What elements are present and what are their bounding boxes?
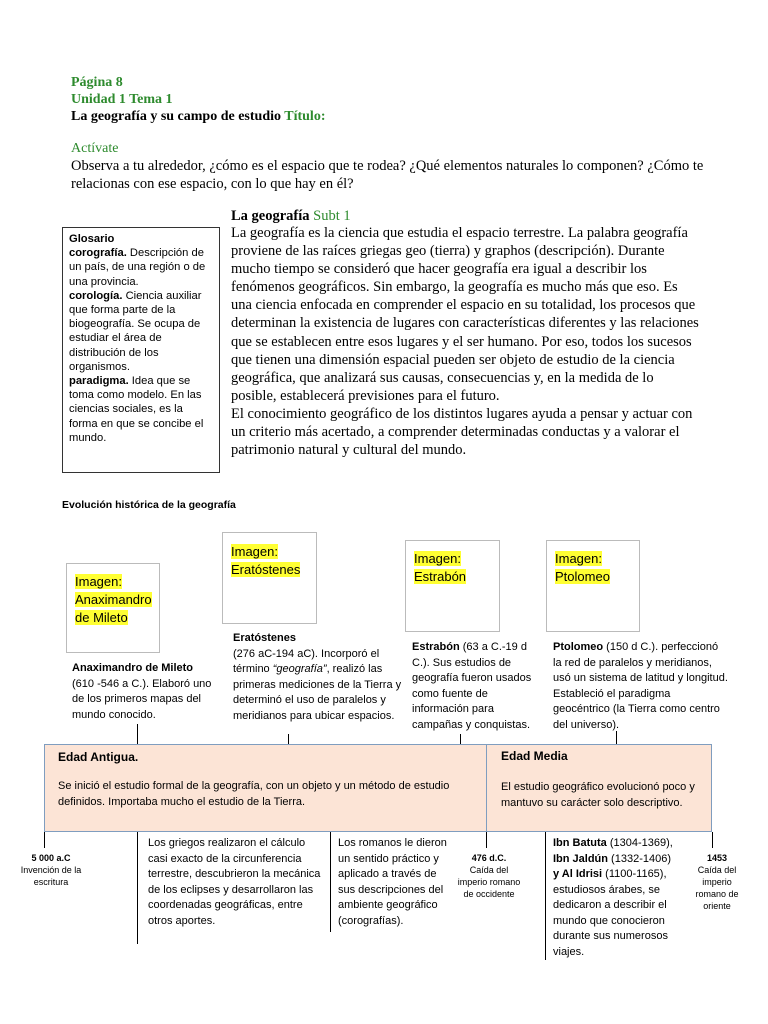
era-media-text: El estudio geográfico evolucionó poco y mantuvo su carácter solo descriptivo. <box>501 781 695 809</box>
era-antigua-text: Se inició el estudio formal de la geografía, con un objeto y un método de estudio definidos. Importaba mucho el estudio de la Tierra. <box>58 780 450 808</box>
timeline-tick <box>545 832 546 960</box>
timeline-heading: Evolución histórica de la geografía <box>62 499 236 511</box>
title-text: La geografía y su campo de estudio <box>71 109 281 124</box>
era-divider <box>486 744 487 832</box>
timeline-tick <box>44 832 45 848</box>
unit-label: Unidad 1 Tema 1 <box>71 92 173 107</box>
section-subtag: Subt 1 <box>313 208 351 224</box>
figure-estrabon: Estrabón (63 a C.-19 d C.). Sus estudios de geografía fueron usados como fuente de información para campañas y conquistas. <box>412 641 532 731</box>
image-eratostenes: Imagen: Eratóstenes <box>222 532 317 624</box>
text-arabes: Ibn Batuta (1304-1369), Ibn Jaldún (1332-1406) y Al Idrisi (1100-1165), estudiosos árabes, se dedicaron a describir el mundo que conocieron durante sus numerosos viajes. <box>553 837 673 958</box>
connector-line <box>288 734 289 744</box>
section-paragraph-2: El conocimiento geográfico de los distintos lugares ayuda a pensar y actuar con un criterio más acertado, a comprender determinadas conductas y a valorar el patrimonio natural y cultural del mundo. <box>231 405 693 459</box>
activate-text: Observa a tu alrededor, ¿cómo es el espacio que te rodea? ¿Qué elementos naturales lo componen? ¿Cómo te relacionas con ese espacio, con lo que hay en él? <box>71 158 704 192</box>
image-anaximandro: Imagen: Anaximandro de Mileto <box>66 563 160 653</box>
timeline-tick <box>330 832 331 932</box>
glossary-entry: corografía. Descripción de un país, de una región o de una provincia. <box>69 247 206 288</box>
image-ptolomeo: Imagen: Ptolomeo <box>546 540 640 632</box>
glossary-entry: paradigma. Idea que se toma como modelo. En las ciencias sociales, es la forma en que se concibe el mundo. <box>69 375 204 444</box>
page-title <box>71 108 325 125</box>
text-romanos: Los romanos le dieron un sentido práctico y aplicado a través de sus descripciones del ambiente geográfico (corografías). <box>338 837 447 927</box>
text-griegos: Los griegos realizaron el cálculo casi exacto de la circunferencia terrestre, descubrieron la mecánica de los eclipses y desarrollaron las coordenadas geográficas, entre otros aportes. <box>148 837 321 927</box>
glossary-title: Glosario <box>69 233 115 245</box>
era-antigua-title: Edad Antigua. <box>58 750 139 764</box>
date-476: 476 d.C. Caída del imperio romano de occidente <box>457 853 521 899</box>
figure-ptolomeo: Ptolomeo (150 d C.). perfeccionó la red de paralelos y meridianos, usó un sistema de latitud y longitud. Estableció el paradigma geocéntrico (la Tierra como centro del universo). <box>553 641 728 731</box>
figure-eratostenes: Eratóstenes (276 aC-194 aC). Incorporó el término “geografía”, realizó las primeras mediciones de la Tierra y determinó el uso de paralelos y meridianos para ubicar espacios. <box>233 632 402 722</box>
image-estrabon: Imagen: Estrabón <box>405 540 500 632</box>
timeline-tick <box>137 832 138 944</box>
title-tag: Título: <box>284 109 326 124</box>
section-body <box>231 224 701 459</box>
glossary-box <box>62 227 220 473</box>
section-paragraph-1: La geografía es la ciencia que estudia el espacio terrestre. La palabra geografía proviene de las raíces griegas geo (tierra) y graphos (descripción). Durante mucho tiempo se consideró que hacer geografía era igual a describir los fenómenos geográficos. Sin embargo, la geografía es mucho más que eso. Es una ciencia enfocada en comprender el espacio en su totalidad, los procesos que determinan la existencia de lugares con características diferentes y las relaciones que se establecen entre esos lugares y el ser humano. Por eso, todos los sucesos que tienen una dimensión espacial pueden ser objeto de estudio de la ciencia geográfica, que analizará sus causas, consecuencias y, en la medida de lo posible, establecerá previsiones para el futuro. <box>231 225 699 404</box>
date-1453: 1453 Caída del imperio romano de oriente <box>695 853 739 911</box>
activate-heading: Actívate <box>71 141 119 156</box>
era-media-title: Edad Media <box>501 749 568 763</box>
timeline-tick <box>712 832 713 848</box>
glossary-entry: corología. Ciencia auxiliar que forma parte de la biogeografía. Se ocupa de estudiar el área de distribución de los organismos. <box>69 289 202 373</box>
section-title: La geografía Subt 1 <box>231 208 351 224</box>
date-5000: 5 000 a.C Invención de la escritura <box>20 853 82 887</box>
connector-line <box>460 734 461 744</box>
figure-anaximandro: Anaximandro de Mileto (610 -546 a C.). Elaboró uno de los primeros mapas del mundo conocido. <box>72 662 212 721</box>
page-number: Página 8 <box>71 75 123 90</box>
timeline-tick <box>486 832 487 848</box>
connector-line <box>137 724 138 744</box>
connector-line <box>616 731 617 744</box>
